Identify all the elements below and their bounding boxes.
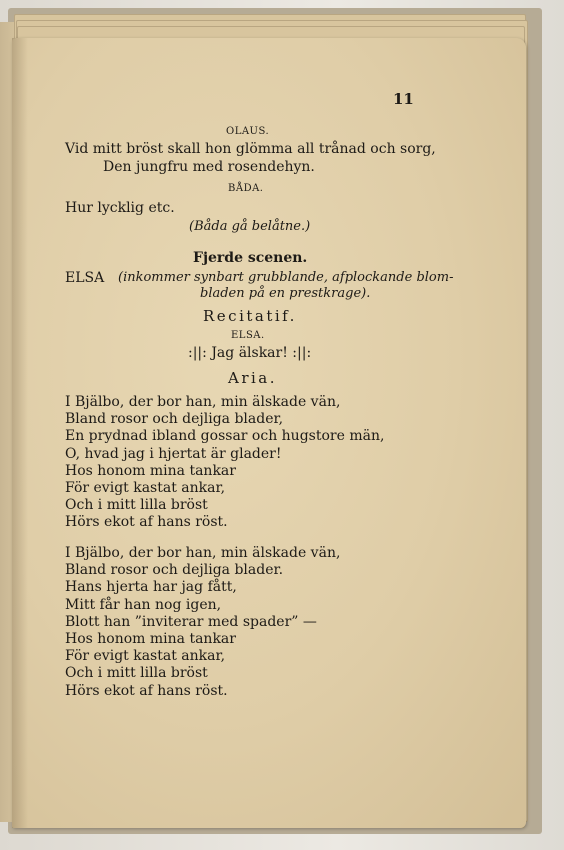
olaus-line-2: Den jungfru med rosendehyn.	[103, 159, 315, 175]
speaker-olaus: OLAUS.	[226, 126, 270, 137]
verse-line: För evigt kastat ankar,	[65, 480, 226, 497]
verse-line: Bland rosor och dejliga blader.	[65, 562, 284, 579]
bada-line: Hur lycklig etc.	[65, 200, 175, 216]
verse-line: För evigt kastat ankar,	[65, 648, 226, 665]
verse-line: Blott han ”inviterar med spader” —	[65, 613, 317, 630]
elsa-entry-name: ELSA	[65, 270, 105, 286]
verse-line: Och i mitt lilla bröst	[65, 665, 208, 682]
speaker-elsa: ELSA.	[231, 330, 265, 341]
elsa-entry-direction-2: bladen på en prestkrage).	[200, 286, 371, 301]
verse-line: Hans hjerta har jag fått,	[65, 579, 237, 596]
scene-title: Fjerde scenen.	[193, 250, 308, 266]
verse-line: Hos honom mina tankar	[65, 631, 236, 648]
recitatif-heading: Recitatif.	[203, 307, 297, 325]
stage-direction-bada: (Båda gå belåtne.)	[189, 219, 311, 234]
verse-line: Mitt får han nog igen,	[65, 596, 222, 613]
verse-line: Hörs ekot af hans röst.	[65, 514, 228, 531]
olaus-line-1: Vid mitt bröst skall hon glömma all trånad och sorg,	[65, 141, 436, 157]
verse-line: Hörs ekot af hans röst.	[65, 682, 228, 699]
verse-line: Bland rosor och dejliga blader,	[65, 411, 284, 428]
speaker-bada: BÅDA.	[228, 183, 264, 194]
verse-1	[65, 394, 384, 532]
refrain-line: :||: Jag älskar! :||:	[188, 345, 312, 361]
verse-line: O, hvad jag i hjertat är glader!	[65, 445, 282, 462]
verse-line: I Bjälbo, der bor han, min älskade vän,	[65, 545, 341, 561]
aria-heading: Aria.	[228, 369, 278, 387]
page-number: 11	[393, 90, 414, 108]
verse-line: En prydnad ibland gossar och hugstore män,	[65, 428, 385, 445]
verse-line: I Bjälbo, der bor han, min älskade vän,	[65, 394, 341, 410]
page-gutter-shadow	[12, 38, 28, 828]
verse-line: Hos honom mina tankar	[65, 462, 236, 479]
verse-line: Och i mitt lilla bröst	[65, 497, 208, 514]
verse-2	[65, 545, 340, 700]
elsa-entry-direction-1: (inkommer synbart grubblande, afplockande blom-	[118, 270, 454, 285]
